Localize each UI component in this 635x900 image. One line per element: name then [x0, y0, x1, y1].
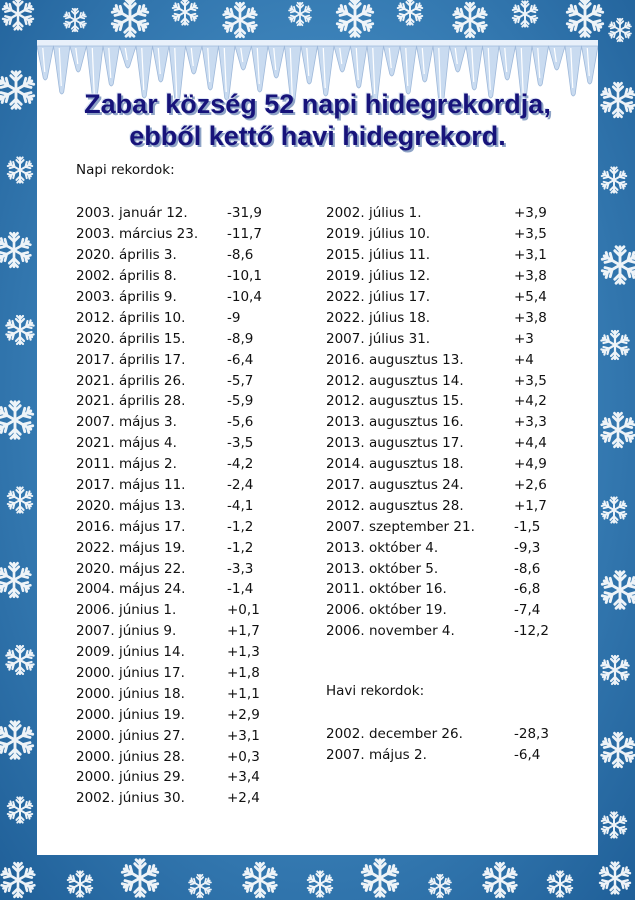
record-date: 2014. augusztus 18.	[326, 456, 464, 473]
record-temperature: -31,9	[227, 205, 262, 222]
record-date: 2002. december 26.	[326, 726, 463, 743]
snowflake-icon	[362, 860, 399, 896]
icicle-shape	[334, 46, 351, 72]
record-temperature: -5,9	[227, 393, 254, 410]
record-date: 2021. április 26.	[76, 372, 186, 389]
monthly-records-list	[326, 724, 549, 766]
record-row	[76, 391, 262, 412]
record-row	[326, 454, 549, 475]
record-row	[326, 516, 549, 537]
record-date: 2013. augusztus 16.	[326, 414, 464, 431]
record-row	[326, 475, 549, 496]
record-date: 2021. április 28.	[76, 393, 186, 410]
record-temperature: +0,1	[227, 602, 260, 619]
icicle-shape	[450, 46, 467, 72]
snowflake-icon	[602, 572, 635, 608]
snowflake-icon	[189, 875, 212, 897]
record-temperature: -1,2	[227, 539, 254, 556]
record-date: 2000. június 18.	[76, 685, 185, 702]
record-temperature: -10,4	[227, 289, 262, 305]
snowflake-icon	[7, 797, 32, 822]
record-row	[326, 558, 549, 579]
record-temperature: +3,5	[514, 226, 547, 243]
icicle-shape	[70, 46, 87, 72]
record-row	[326, 266, 549, 287]
record-row	[76, 683, 262, 704]
monthly-records-label: Havi rekordok:	[326, 683, 425, 699]
record-date: 2003. január 12.	[76, 205, 188, 222]
record-temperature: -1,5	[514, 518, 541, 535]
snowflake-icon	[483, 863, 517, 897]
icicle-shape	[235, 46, 252, 70]
record-date: 2006. június 1.	[76, 602, 177, 619]
record-row	[326, 370, 549, 391]
record-temperature: +3,1	[514, 247, 547, 264]
record-row	[326, 537, 549, 558]
record-row	[76, 454, 262, 475]
record-row	[76, 266, 262, 287]
record-temperature: -8,9	[227, 330, 254, 347]
snowflake-icon	[0, 233, 31, 267]
snowflake-icon	[7, 157, 32, 182]
record-row	[326, 307, 549, 328]
record-row	[76, 516, 262, 537]
record-row	[76, 203, 262, 224]
record-temperature: -1,2	[227, 518, 254, 535]
snowflake-icon	[223, 3, 257, 37]
record-date: 2007. május 2.	[326, 747, 427, 764]
page-title	[37, 88, 598, 152]
record-temperature: +4,4	[514, 435, 547, 452]
snowflake-icon	[2, 0, 33, 29]
icicle-shape	[351, 46, 368, 88]
record-temperature: -6,4	[227, 351, 254, 368]
record-row	[326, 433, 549, 454]
record-row	[326, 391, 549, 412]
record-date: 2012. április 10.	[76, 309, 186, 326]
record-date: 2022. május 19.	[76, 539, 186, 556]
snowflake-icon	[601, 812, 626, 837]
record-temperature: +4	[514, 351, 534, 368]
record-temperature: -9	[227, 309, 241, 326]
record-row	[326, 328, 549, 349]
title-line-2: ebből kettő havi hidegrekord.	[129, 121, 506, 151]
record-date: 2013. október 4.	[326, 539, 439, 556]
record-row	[76, 746, 262, 767]
record-date: 2003. április 9.	[76, 289, 177, 305]
snowflake-icon	[172, 0, 197, 25]
record-row	[76, 663, 262, 684]
snowflake-icon	[547, 871, 572, 896]
record-date: 2000. június 28.	[76, 748, 185, 765]
record-row	[76, 349, 262, 370]
record-date: 2022. július 17.	[326, 289, 431, 305]
record-date: 2007. május 3.	[76, 414, 177, 431]
record-temperature: +1,7	[227, 623, 260, 640]
record-temperature: -2,4	[227, 477, 254, 494]
snowflake-icon	[307, 871, 332, 896]
record-date: 2017. május 11.	[76, 477, 186, 494]
record-temperature: +3,5	[514, 372, 547, 389]
record-date: 2019. július 10.	[326, 226, 431, 243]
record-temperature: -10,1	[227, 268, 262, 285]
record-temperature: +3,3	[514, 414, 547, 431]
icicle-shape	[549, 46, 566, 70]
record-date: 2006. november 4.	[326, 623, 455, 640]
record-row	[326, 495, 549, 516]
icicle-shape	[186, 46, 203, 74]
record-date: 2002. július 1.	[326, 205, 422, 222]
record-temperature: -6,4	[514, 747, 541, 764]
record-temperature: +4,2	[514, 393, 547, 410]
record-temperature: -8,6	[514, 560, 541, 577]
record-row	[76, 287, 262, 308]
record-date: 2000. június 29.	[76, 769, 185, 786]
icicle-shape	[54, 46, 71, 94]
record-temperature: -7,4	[514, 602, 541, 619]
icicle-shape	[417, 46, 434, 82]
record-temperature: -4,1	[227, 497, 254, 514]
snowflake-icon	[429, 875, 452, 897]
record-row	[326, 245, 549, 266]
record-date: 2013. augusztus 17.	[326, 435, 464, 452]
icicle-shape	[582, 46, 599, 84]
record-row	[76, 328, 262, 349]
record-row	[326, 579, 549, 600]
record-date: 2011. május 2.	[76, 456, 177, 473]
snowflake-icon	[243, 863, 277, 897]
record-row	[326, 349, 549, 370]
snowflake-icon	[602, 247, 635, 283]
record-temperature: -3,3	[227, 560, 254, 577]
record-temperature: -6,8	[514, 581, 541, 598]
record-row	[76, 579, 262, 600]
snowflake-icon	[67, 871, 92, 896]
snowflake-icon	[0, 72, 34, 108]
icicle-shape	[103, 46, 120, 86]
snowflake-icon	[601, 497, 626, 522]
icicle-shape	[384, 46, 401, 76]
icicle-shape	[301, 46, 318, 84]
record-row	[326, 203, 549, 224]
record-row	[76, 642, 262, 663]
daily-records-right-column	[326, 203, 549, 642]
record-temperature: -4,2	[227, 456, 254, 473]
snowflake-icon	[0, 402, 33, 438]
record-row	[76, 788, 262, 809]
record-date: 2003. március 23.	[76, 226, 199, 243]
snowflake-icon	[601, 656, 629, 684]
snowflake-icon	[6, 316, 34, 344]
record-row	[326, 287, 549, 308]
record-date: 2012. augusztus 28.	[326, 497, 464, 514]
record-temperature: +5,4	[514, 289, 547, 305]
record-date: 2013. október 5.	[326, 560, 439, 577]
icicle-shape	[153, 46, 170, 82]
record-temperature: +3,8	[514, 309, 547, 326]
snowflake-icon	[6, 646, 34, 674]
record-date: 2016. augusztus 13.	[326, 351, 464, 368]
record-row	[326, 224, 549, 245]
daily-records-label: Napi rekordok:	[76, 162, 175, 178]
snowflake-icon	[0, 722, 33, 758]
record-date: 2011. október 16.	[326, 581, 447, 598]
record-temperature: +2,4	[227, 790, 260, 807]
record-row	[326, 724, 549, 745]
record-row	[76, 224, 262, 245]
snowflake-icon	[609, 19, 632, 41]
record-temperature: +4,9	[514, 456, 547, 473]
icicle-shape	[268, 46, 285, 78]
record-row	[76, 704, 262, 725]
record-date: 2020. április 15.	[76, 330, 186, 347]
record-temperature: +3,8	[514, 268, 547, 285]
record-row	[76, 495, 262, 516]
snowflake-icon	[64, 9, 87, 31]
daily-records-left-column	[76, 203, 262, 809]
icicle-shape	[202, 46, 219, 90]
record-row	[326, 412, 549, 433]
icicle-shape	[466, 46, 483, 90]
record-date: 2020. május 13.	[76, 497, 186, 514]
record-date: 2020. április 3.	[76, 247, 177, 264]
icicle-shape	[252, 46, 269, 92]
record-date: 2021. május 4.	[76, 435, 177, 452]
snowflake-icon	[112, 0, 149, 36]
record-row	[76, 245, 262, 266]
icicle-shape	[532, 46, 549, 86]
record-row	[76, 370, 262, 391]
record-temperature: -9,3	[514, 539, 541, 556]
snowflake-icon	[122, 860, 159, 896]
record-temperature: +1,1	[227, 685, 260, 702]
icicle-shape	[120, 46, 137, 68]
record-row	[76, 767, 262, 788]
record-date: 2020. május 22.	[76, 560, 186, 577]
snowflake-icon	[601, 167, 626, 192]
record-date: 2015. július 11.	[326, 247, 431, 264]
record-temperature: +2,9	[227, 706, 260, 723]
record-date: 2017. április 17.	[76, 351, 186, 368]
snowflake-icon	[601, 331, 629, 359]
record-date: 2022. július 18.	[326, 309, 431, 326]
record-date: 2016. május 17.	[76, 518, 186, 535]
record-row	[76, 475, 262, 496]
snowflake-icon	[453, 3, 487, 37]
record-date: 2004. május 24.	[76, 581, 186, 598]
record-temperature: +1,7	[514, 497, 547, 514]
record-date: 2012. augusztus 15.	[326, 393, 464, 410]
record-temperature: -1,4	[227, 581, 254, 598]
record-temperature: +1,8	[227, 665, 260, 682]
record-row	[326, 621, 549, 642]
record-row	[76, 307, 262, 328]
record-date: 2000. június 27.	[76, 727, 185, 744]
record-date: 2000. június 17.	[76, 665, 185, 682]
snowflake-icon	[7, 487, 32, 512]
record-temperature: -5,6	[227, 414, 254, 431]
snowflake-icon	[289, 3, 312, 25]
record-date: 2007. július 31.	[326, 330, 431, 347]
record-row	[76, 621, 262, 642]
snowflake-icon	[1, 863, 35, 897]
record-date: 2019. július 12.	[326, 268, 431, 285]
record-row	[76, 600, 262, 621]
record-temperature: -28,3	[514, 726, 549, 743]
record-date: 2012. augusztus 14.	[326, 372, 464, 389]
record-date: 2007. szeptember 21.	[326, 518, 475, 535]
record-temperature: +3,4	[227, 769, 260, 786]
record-date: 2009. június 14.	[76, 644, 185, 661]
record-temperature: +3,1	[227, 727, 260, 744]
record-temperature: +3,9	[514, 205, 547, 222]
snowflake-icon	[599, 863, 630, 894]
record-temperature: +3	[514, 330, 534, 347]
snowflake-icon	[0, 563, 31, 597]
record-temperature: -12,2	[514, 623, 549, 640]
icicle-shape	[37, 46, 54, 80]
snowflake-icon	[567, 0, 604, 36]
record-row	[76, 412, 262, 433]
snowflake-icon	[512, 1, 537, 26]
record-temperature: -8,6	[227, 247, 254, 264]
record-date: 2006. október 19.	[326, 602, 447, 619]
record-date: 2002. április 8.	[76, 268, 177, 285]
record-temperature: -5,7	[227, 372, 254, 389]
record-temperature: -3,5	[227, 435, 254, 452]
title-line-1: Zabar község 52 napi hidegrekordja,	[84, 89, 551, 119]
record-row	[326, 745, 549, 766]
record-row	[76, 433, 262, 454]
snowflake-icon	[337, 0, 374, 36]
snowflake-icon	[601, 413, 635, 447]
record-temperature: +1,3	[227, 644, 260, 661]
snowflake-icon	[601, 733, 635, 767]
record-temperature: -11,7	[227, 226, 262, 243]
record-row	[76, 558, 262, 579]
record-row	[76, 537, 262, 558]
record-temperature: +0,3	[227, 748, 260, 765]
snowflake-icon	[397, 0, 422, 25]
record-date: 2007. június 9.	[76, 623, 177, 640]
icicle-shape	[400, 46, 417, 94]
record-date: 2002. június 30.	[76, 790, 185, 807]
record-date: 2000. június 19.	[76, 706, 185, 723]
record-temperature: +2,6	[514, 477, 547, 494]
record-row	[76, 725, 262, 746]
icicle-shape	[499, 46, 516, 80]
record-row	[326, 600, 549, 621]
record-date: 2017. augusztus 24.	[326, 477, 464, 494]
snowflake-icon	[601, 83, 635, 117]
record-card	[37, 40, 598, 855]
